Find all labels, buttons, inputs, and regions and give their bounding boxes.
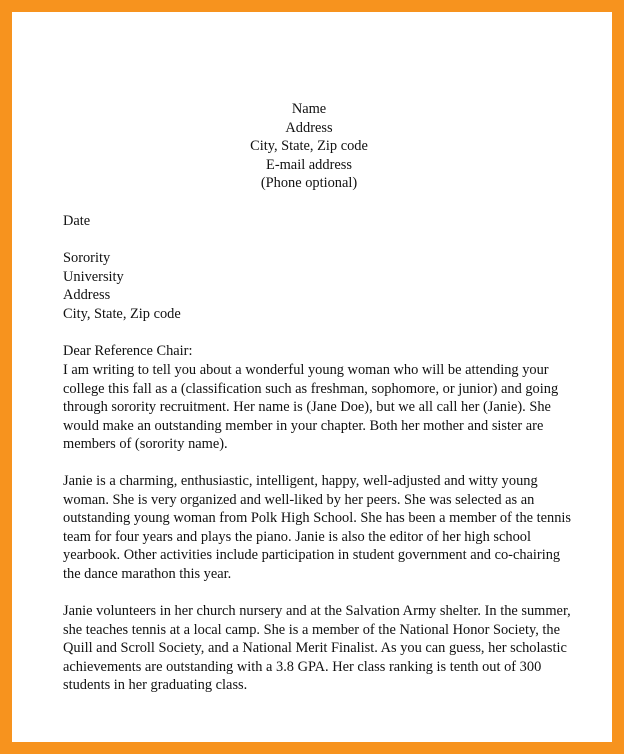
sender-email: E-mail address	[266, 156, 352, 173]
salutation-text: Dear Reference Chair:	[63, 343, 193, 359]
paragraph-line: Quill and Scroll Society, and a National Merit Finalist. As you can guess, her scholastic	[63, 640, 567, 656]
paragraph-line: she teaches tennis at a local camp. She is a member of the National Honor Society, the	[63, 621, 560, 638]
sender-address: Address	[285, 119, 333, 136]
salutation	[63, 342, 563, 361]
paragraph-line: college this fall as a (classification such as freshman, sophomore, or junior) and going	[63, 380, 559, 397]
paragraph-intro	[63, 361, 563, 454]
paragraph-line: students in her graduating class.	[63, 677, 248, 693]
letter-page	[12, 12, 612, 742]
date-text: Date	[63, 213, 91, 229]
recipient-address-line: Address	[63, 287, 111, 303]
date-line	[63, 212, 563, 231]
paragraph-line: members of (sorority name).	[63, 436, 228, 452]
recipient-address	[63, 249, 563, 323]
recipient-sorority: Sorority	[63, 250, 111, 266]
paragraph-line: through sorority recruitment. Her name is (Jane Doe), but we all call her (Janie). She	[63, 399, 551, 415]
paragraph-achievements	[63, 602, 571, 695]
sender-name: Name	[291, 101, 327, 117]
paragraph-line: Janie is a charming, enthusiastic, intelligent, happy, well-adjusted and witty young	[63, 473, 538, 489]
paragraph-line: would make an outstanding member in your chapter. Both her mother and sister are	[63, 417, 544, 434]
paragraph-line: Janie volunteers in her church nursery and at the Salvation Army shelter. In the summer,	[63, 603, 571, 619]
paragraph-line: team for four years and plays the piano. Janie is also the editor of her high school	[63, 528, 531, 545]
sender-phone: (Phone optional)	[260, 175, 358, 191]
recipient-city-state-zip: City, State, Zip code	[63, 305, 181, 322]
sender-header	[12, 100, 606, 193]
paragraph-line: yearbook. Other activities include participation in student government and co-chairing	[63, 547, 561, 563]
sender-city-state-zip: City, State, Zip code	[250, 138, 368, 154]
paragraph-line: outstanding young woman from Polk High School. She has been a member of the tennis	[63, 510, 571, 526]
paragraph-character	[63, 472, 571, 583]
paragraph-line: the dance marathon this year.	[63, 565, 232, 582]
paragraph-line: achievements are outstanding with a 3.8 GPA. Her class ranking is tenth out of 300	[63, 658, 542, 675]
recipient-university: University	[63, 268, 124, 285]
paragraph-line: woman. She is very organized and well-liked by her peers. She was selected as an	[63, 491, 535, 508]
paragraph-line: I am writing to tell you about a wonderful young woman who will be attending your	[63, 362, 549, 378]
